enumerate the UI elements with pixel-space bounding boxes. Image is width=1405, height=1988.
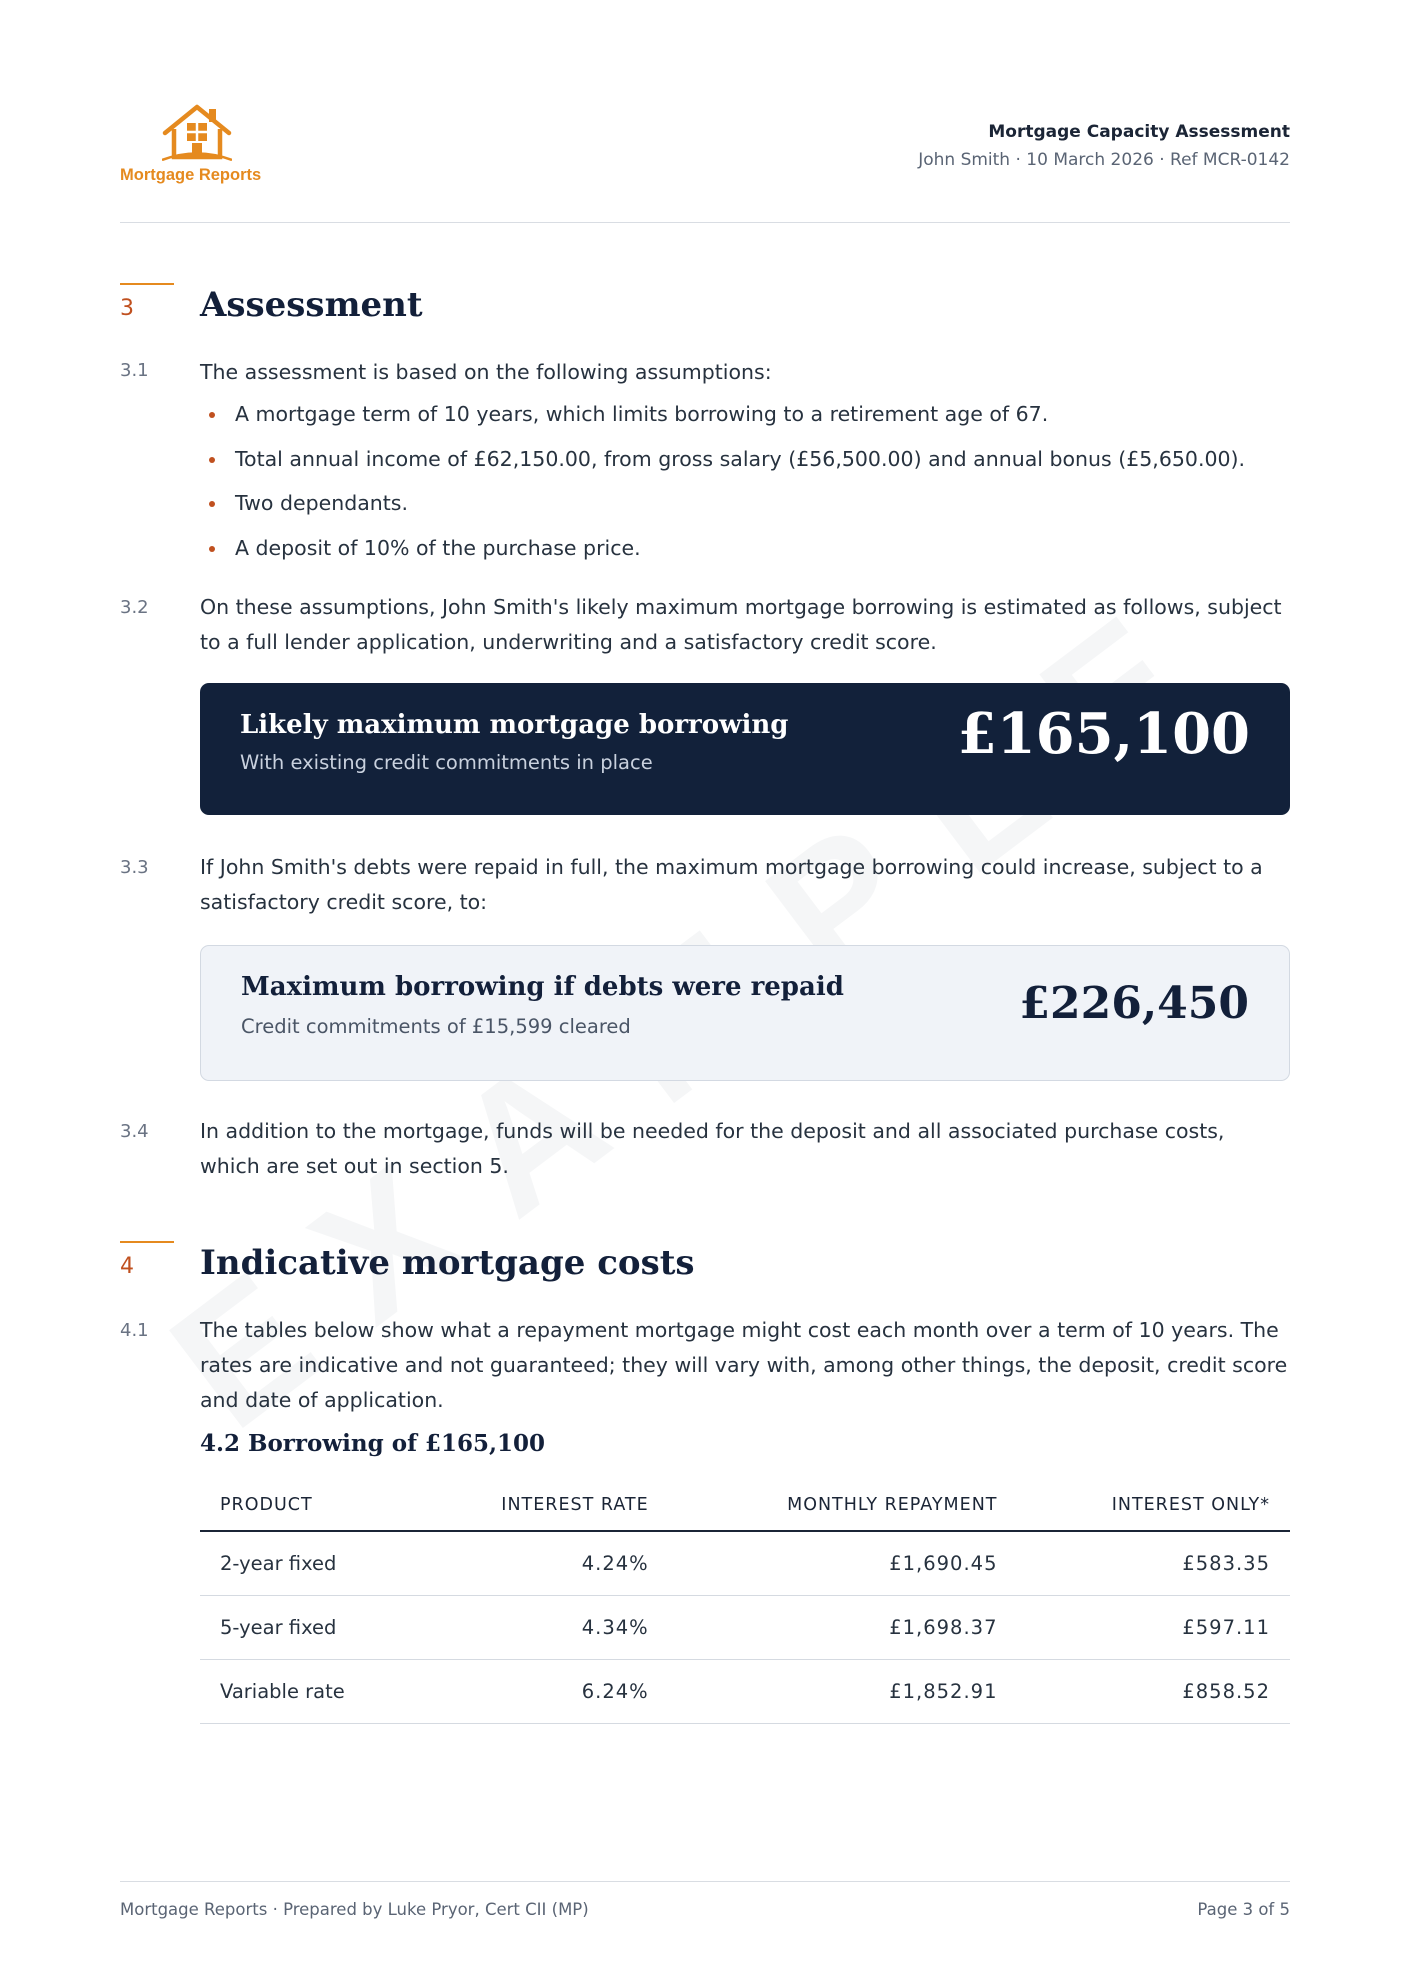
header-divider bbox=[120, 222, 1290, 223]
highlight-amount: £165,100 bbox=[957, 701, 1250, 767]
section-4-number: 4 bbox=[120, 1254, 134, 1279]
highlight-subtitle: Credit commitments of £15,599 cleared bbox=[241, 1015, 631, 1038]
product-cell: 5-year fixed bbox=[200, 1596, 451, 1660]
list-item: Total annual income of £62,150.00, from gross salary (£56,500.00) and annual bonus (£5,650.00). bbox=[200, 442, 1290, 487]
footer-divider bbox=[120, 1881, 1290, 1882]
max-borrowing-highlight bbox=[200, 683, 1290, 815]
brand-logo bbox=[120, 103, 275, 195]
rate-cell: 4.24% bbox=[451, 1531, 669, 1596]
brand-name: Mortgage Reports bbox=[120, 166, 262, 184]
house-icon bbox=[162, 103, 232, 161]
highlight-subtitle: With existing credit commitments in place bbox=[240, 751, 653, 774]
table-row bbox=[200, 1531, 1290, 1596]
column-header: INTEREST ONLY* bbox=[1017, 1480, 1290, 1531]
highlight-title: Maximum borrowing if debts were repaid bbox=[241, 972, 844, 1002]
repayment-cell: £1,852.91 bbox=[669, 1660, 1018, 1724]
paragraph-4-1: The tables below show what a repayment mortgage might cost each month over a term of 10 years. The rates are indicative and not guaranteed; they will vary with, among other things, the deposit, credit score and date of application. bbox=[200, 1318, 1288, 1412]
table-row bbox=[200, 1660, 1290, 1724]
debts-repaid-highlight bbox=[200, 945, 1290, 1081]
repayment-cell: £1,698.37 bbox=[669, 1596, 1018, 1660]
interest-only-cell: £583.35 bbox=[1017, 1531, 1290, 1596]
table-heading: 4.2 Borrowing of £165,100 bbox=[200, 1430, 545, 1457]
list-item: Two dependants. bbox=[200, 486, 1290, 531]
document-title: Mortgage Capacity Assessment bbox=[988, 122, 1290, 142]
paragraph-3-1: The assessment is based on the following assumptions: bbox=[200, 360, 772, 384]
paragraph-number: 3.3 bbox=[120, 857, 149, 878]
highlight-amount: £226,450 bbox=[1019, 978, 1249, 1029]
rate-cell: 4.34% bbox=[451, 1596, 669, 1660]
interest-only-cell: £858.52 bbox=[1017, 1660, 1290, 1724]
document-meta: John Smith · 10 March 2026 · Ref MCR-0142 bbox=[918, 150, 1290, 170]
rate-cell: 6.24% bbox=[451, 1660, 669, 1724]
paragraph-3-4: In addition to the mortgage, funds will be needed for the deposit and all associated purchase costs, which are set out in section 5. bbox=[200, 1119, 1225, 1178]
paragraph-number: 4.1 bbox=[120, 1320, 149, 1341]
paragraph-number: 3.1 bbox=[120, 360, 149, 381]
assumptions-list bbox=[200, 397, 1290, 575]
footer-prepared-by: Mortgage Reports · Prepared by Luke Pryor, Cert CII (MP) bbox=[120, 1900, 589, 1919]
paragraph-3-2: On these assumptions, John Smith's likely maximum mortgage borrowing is estimated as follows, subject to a full lender application, underwriting and a satisfactory credit score. bbox=[200, 595, 1282, 654]
column-header: PRODUCT bbox=[200, 1480, 451, 1531]
list-item: A deposit of 10% of the purchase price. bbox=[200, 531, 1290, 576]
table-header-row bbox=[200, 1480, 1290, 1531]
section-3-title: Assessment bbox=[200, 285, 423, 325]
interest-only-cell: £597.11 bbox=[1017, 1596, 1290, 1660]
document-header bbox=[918, 122, 1290, 170]
section-4-title: Indicative mortgage costs bbox=[200, 1243, 695, 1283]
paragraph-number: 3.4 bbox=[120, 1121, 149, 1142]
column-header: INTEREST RATE bbox=[451, 1480, 669, 1531]
product-cell: Variable rate bbox=[200, 1660, 451, 1724]
section-4-accent bbox=[120, 1241, 174, 1243]
highlight-title: Likely maximum mortgage borrowing bbox=[240, 710, 789, 740]
section-3-number: 3 bbox=[120, 296, 134, 321]
paragraph-3-3: If John Smith's debts were repaid in full, the maximum mortgage borrowing could increase, subject to a satisfactory credit score, to: bbox=[200, 855, 1263, 914]
column-header: MONTHLY REPAYMENT bbox=[669, 1480, 1018, 1531]
section-3-accent bbox=[120, 283, 174, 285]
paragraph-number: 3.2 bbox=[120, 597, 149, 618]
product-cell: 2-year fixed bbox=[200, 1531, 451, 1596]
repayment-cell: £1,690.45 bbox=[669, 1531, 1018, 1596]
table-row bbox=[200, 1596, 1290, 1660]
list-item: A mortgage term of 10 years, which limits borrowing to a retirement age of 67. bbox=[200, 397, 1290, 442]
page-number: Page 3 of 5 bbox=[1197, 1900, 1290, 1919]
mortgage-costs-table bbox=[200, 1480, 1290, 1724]
